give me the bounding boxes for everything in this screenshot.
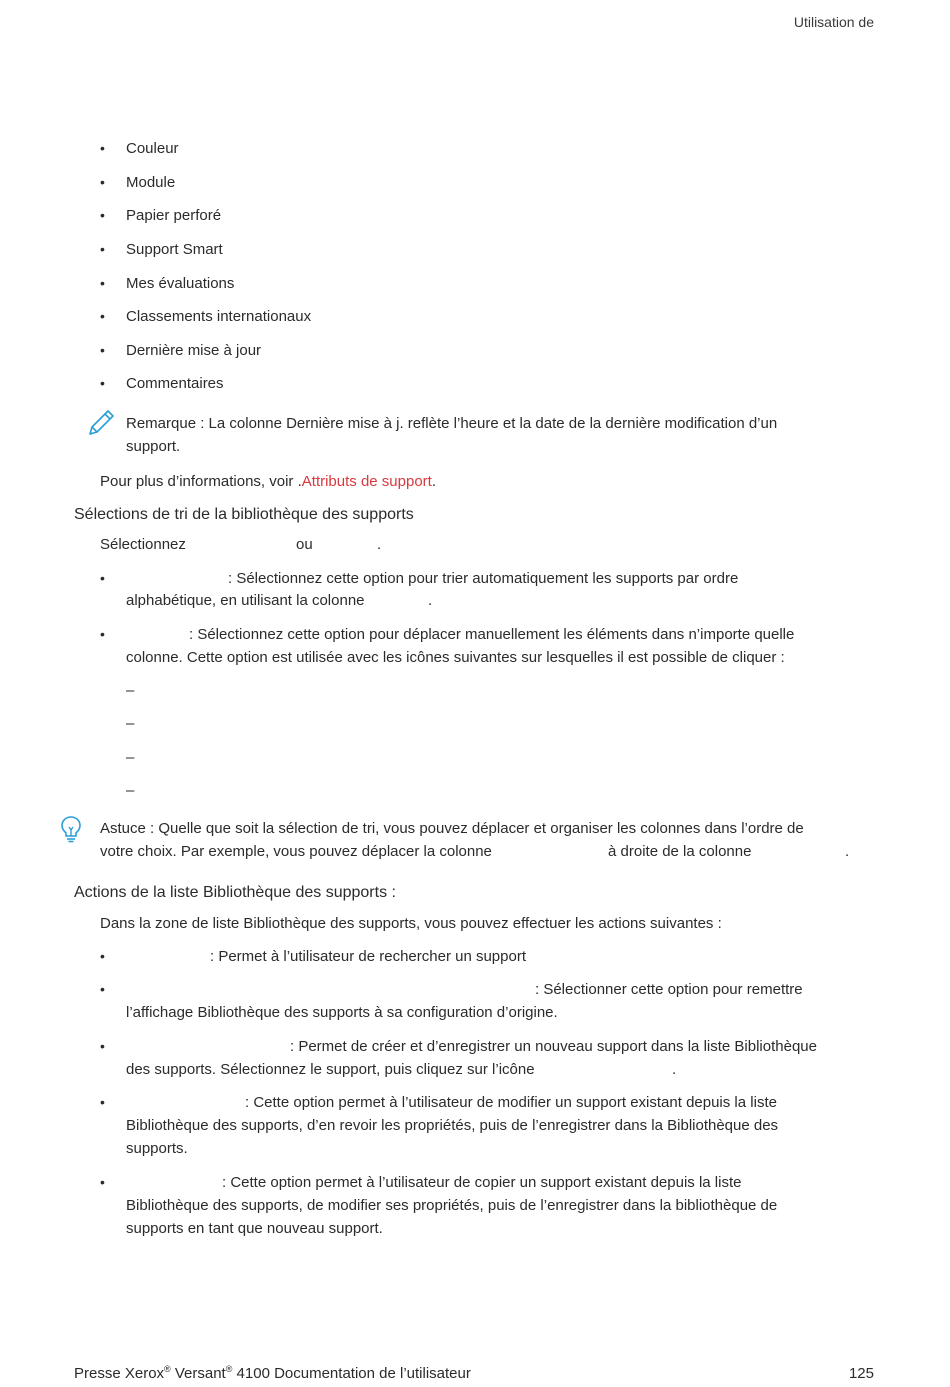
dash-item: – — [126, 782, 135, 799]
bullet: • — [100, 1174, 105, 1190]
actions-intro: Dans la zone de liste Bibliothèque des supports, vous pouvez effectuer les actions suivantes : — [100, 915, 722, 932]
actions-heading: Actions de la liste Bibliothèque des supports : — [74, 884, 396, 901]
registered-mark: ® — [164, 1364, 171, 1374]
list-item: Module — [126, 174, 176, 191]
list-item: Dernière mise à jour — [126, 342, 262, 359]
dash-item: – — [126, 682, 135, 699]
bullet: • — [100, 140, 105, 156]
action-text: des supports. Sélectionnez le support, puis cliquez sur l’icône — [126, 1061, 535, 1078]
footer-brand: 4100 Documentation de l’utilisateur — [232, 1365, 471, 1382]
action-text: l’affichage Bibliothèque des supports à sa configuration d’origine. — [126, 1004, 558, 1021]
sort-item-text: colonne. Cette option est utilisée avec les icônes suivantes sur lesquelles il est possible de cliquer : — [126, 649, 785, 666]
bullet: • — [100, 308, 105, 324]
dash-item: – — [126, 749, 135, 766]
list-item: Couleur — [126, 140, 179, 157]
page-number: 125 — [848, 1365, 874, 1382]
note-line: support. — [126, 438, 181, 455]
bullet: • — [100, 342, 105, 358]
bullet: • — [100, 207, 105, 223]
footer-brand: Presse Xerox — [74, 1365, 165, 1382]
tip-line: à droite de la colonne — [608, 843, 752, 860]
action-text: : Cette option permet à l’utilisateur de copier un support existant depuis la liste — [222, 1174, 742, 1191]
lightbulb-icon — [59, 815, 83, 843]
action-text: : Permet à l’utilisateur de rechercher un support — [210, 948, 526, 965]
list-item: Mes évaluations — [126, 275, 235, 292]
bullet: • — [100, 570, 105, 586]
action-text: supports en tant que nouveau support. — [126, 1220, 383, 1237]
dash-item: – — [126, 715, 135, 732]
registered-mark: ® — [225, 1364, 233, 1374]
sort-intro-a: Sélectionnez — [100, 536, 186, 553]
more-info-prefix: Pour plus d’informations, voir . — [100, 473, 302, 490]
sort-intro-b: ou — [296, 536, 313, 553]
tip-line: votre choix. Par exemple, vous pouvez déplacer la colonne — [100, 843, 492, 860]
pencil-icon — [86, 408, 116, 436]
list-item: Classements internationaux — [126, 308, 312, 325]
sort-heading: Sélections de tri de la bibliothèque des supports — [74, 506, 414, 523]
action-text: : Cette option permet à l’utilisateur de modifier un support existant depuis la liste — [245, 1094, 777, 1111]
note-line: Remarque : La colonne Dernière mise à j. reflète l’heure et la date de la dernière modification d’un — [126, 415, 778, 432]
action-text: Bibliothèque des supports, de modifier ses propriétés, puis de l’enregistrer dans la bibliothèque de — [126, 1197, 778, 1214]
action-text: Bibliothèque des supports, d’en revoir les propriétés, puis de l’enregistrer dans la Bibliothèque des — [126, 1117, 779, 1134]
running-header: Utilisation de — [793, 14, 874, 30]
more-info — [100, 470, 436, 493]
list-item: Papier perforé — [126, 207, 222, 224]
bullet: • — [100, 1094, 105, 1110]
bullet: • — [100, 981, 105, 997]
list-item: Commentaires — [126, 375, 224, 392]
sort-item-text: : Sélectionnez cette option pour trier automatiquement les supports par ordre — [228, 570, 739, 587]
bullet: • — [100, 174, 105, 190]
bullet: • — [100, 375, 105, 391]
list-item: Support Smart — [126, 241, 223, 258]
sort-intro-c: . — [377, 536, 382, 553]
bullet: • — [100, 275, 105, 291]
sort-item-text: alphabétique, en utilisant la colonne — [126, 592, 365, 609]
more-info-suffix: . — [431, 473, 437, 490]
action-text: : Sélectionner cette option pour remettre — [535, 981, 803, 998]
action-text: . — [672, 1061, 677, 1078]
bullet: • — [100, 1038, 105, 1054]
action-text: : Permet de créer et d’enregistrer un nouveau support dans la liste Bibliothèque — [290, 1038, 817, 1055]
footer-title — [74, 1365, 471, 1382]
sort-item-text: : Sélectionnez cette option pour déplacer manuellement les éléments dans n’importe quelle — [189, 626, 795, 643]
bullet: • — [100, 626, 105, 642]
sort-item-text: . — [428, 592, 433, 609]
bullet: • — [100, 948, 105, 964]
tip-line: . — [845, 843, 850, 860]
action-text: supports. — [126, 1140, 188, 1157]
footer-brand: Versant — [170, 1365, 226, 1382]
bullet: • — [100, 241, 105, 257]
tip-line: Astuce : Quelle que soit la sélection de tri, vous pouvez déplacer et organiser les colonnes dans l’ordre de — [100, 820, 804, 837]
attributes-link[interactable]: Attributs de support — [301, 473, 432, 490]
